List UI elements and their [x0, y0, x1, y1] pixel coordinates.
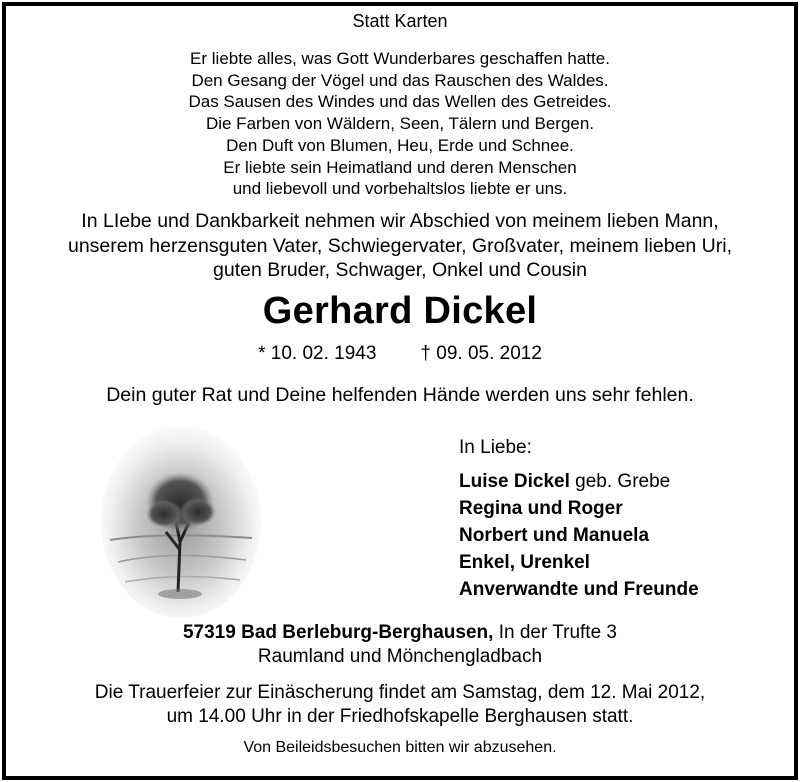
ceremony-line: Die Trauerfeier zur Einäscherung findet am Samstag, dem 12. Mai 2012, — [94, 682, 706, 703]
deceased-name: Gerhard Dickel — [262, 290, 538, 332]
intro-line: guten Bruder, Schwager, Onkel und Cousin — [213, 259, 587, 281]
mourner-name: Luise Dickel — [459, 471, 570, 492]
address-city: 57319 Bad Berleburg-Berghausen, — [182, 622, 494, 643]
mourner-line — [459, 495, 699, 522]
mourner-line — [459, 549, 699, 576]
mourner-name: Anverwandte und Freunde — [459, 579, 699, 600]
address-line — [6, 621, 794, 645]
death-date: † 09. 05. 2012 — [420, 343, 542, 364]
ceremony-line: um 14.00 Uhr in der Friedhofskapelle Berghausen statt. — [166, 706, 634, 727]
birth-date: * 10. 02. 1943 — [258, 343, 377, 364]
poem-line: Den Duft von Blumen, Heu, Erde und Schnee. — [226, 135, 574, 155]
poem-line: Den Gesang der Vögel und das Rauschen des Waldes. — [191, 70, 609, 90]
statt-karten-heading: Statt Karten — [352, 11, 448, 31]
tree-illustration — [100, 422, 262, 618]
poem — [6, 48, 794, 200]
mourner-name: Regina und Roger — [459, 498, 623, 519]
mourner-maiden-name: geb. Grebe — [569, 471, 671, 492]
mourner-name: Norbert und Manuela — [459, 525, 650, 546]
mourners-list — [459, 434, 699, 603]
farewell-line: Dein guter Rat und Deine helfenden Hände werden uns sehr fehlen. — [106, 384, 694, 406]
obituary-notice — [2, 2, 798, 780]
mourner-name: Enkel, Urenkel — [459, 552, 590, 573]
address — [6, 621, 794, 669]
mourner-line — [459, 522, 699, 549]
poem-line: und liebevoll und vorbehaltslos liebte er uns. — [232, 179, 568, 199]
mourner-line — [459, 468, 699, 495]
poem-line: Das Sausen des Windes und das Wellen des Getreides. — [188, 92, 612, 112]
ceremony-info — [6, 681, 794, 729]
poem-line: Er liebte alles, was Gott Wunderbares geschaffen hatte. — [190, 49, 610, 68]
poem-line: Er liebte sein Heimatland und deren Menschen — [223, 157, 577, 177]
mourners-lead: In Liebe: — [459, 437, 532, 458]
address-line: Raumland und Mönchengladbach — [257, 646, 543, 667]
condolence-note: Von Beileidsbesuchen bitten wir abzusehen. — [243, 739, 557, 756]
farewell-intro — [6, 209, 794, 283]
intro-line: In LIebe und Dankbarkeit nehmen wir Abschied von meinem lieben Mann, — [81, 210, 719, 232]
address-street: In der Trufte 3 — [493, 622, 618, 643]
life-dates — [6, 343, 794, 365]
mourner-line — [459, 576, 699, 603]
intro-line: unserem herzensguten Vater, Schwiegervater, Großvater, meinem lieben Uri, — [67, 234, 733, 257]
poem-line: Die Farben von Wäldern, Seen, Tälern und Bergen. — [205, 114, 595, 134]
